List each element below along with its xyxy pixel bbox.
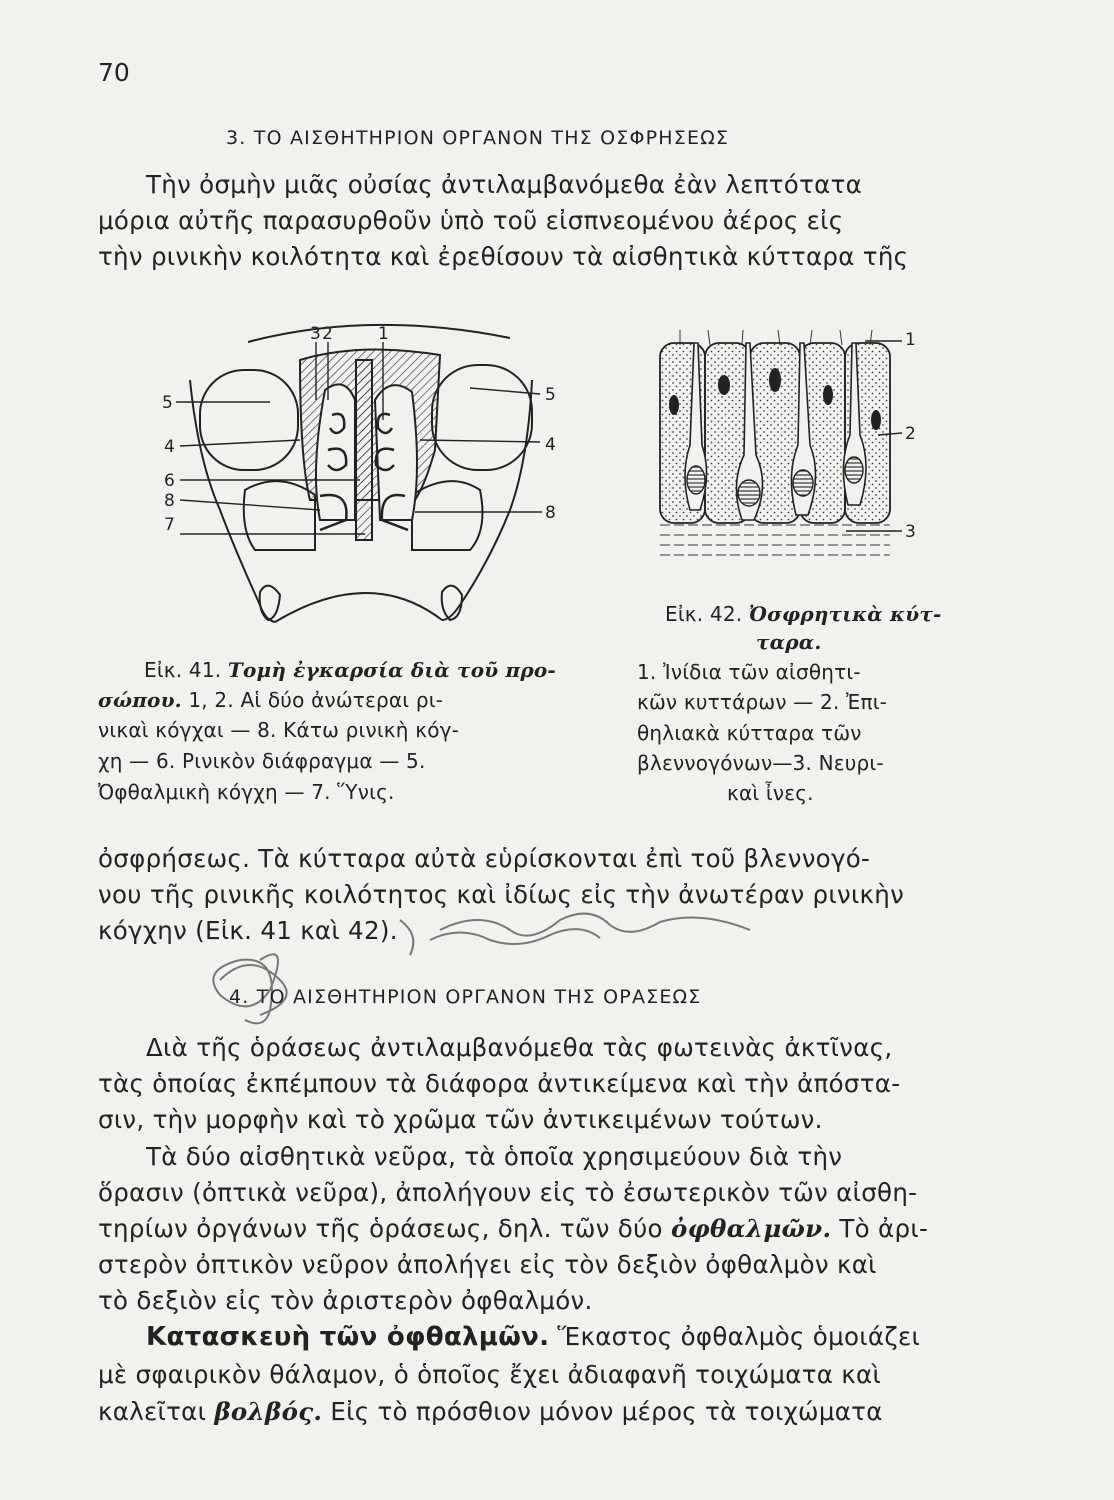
section-4-text-line: στερὸν ὀπτικὸν νεῦρον ἀπολήγει εἰς τὸν δεξιὸν ὀφθαλμὸν καὶ [98,1250,877,1279]
section-4-text-line: τηρίων ὀργάνων τῆς ὁράσεως, δηλ. τῶν δύο ὀφθαλμῶν. Τὸ ἀρι- [98,1214,929,1243]
section-3-text-line: μόρια αὐτῆς παρασυρθοῦν ὑπὸ τοῦ εἰσπνεομένου ἀέρος εἰς [98,206,844,235]
figure-42-caption-line: κῶν κυττάρων — 2. Ἐπι- [637,690,888,714]
figure-41-nasal-section-drawing [150,320,590,645]
section-4-text-line: ὅρασιν (ὀπτικὰ νεῦρα), ἀπολήγουν εἰς τὸ ἐσωτερικὸν τῶν αἰσθη- [98,1178,918,1207]
handwritten-scribble [160,900,760,1040]
figure-41-caption-line: χη — 6. Ρινικὸν διάφραγμα — 5. [98,749,426,773]
section-4-text-line: Κατασκευὴ τῶν ὀφθαλμῶν. Ἕκαστος ὀφθαλμὸς ὁμοιάζει [146,1322,921,1352]
figure-42-caption-line: θηλιακὰ κύτταρα τῶν [637,721,862,745]
fig42-label: 2 [905,424,916,444]
section-3-text-line: τὴν ρινικὴν κοιλότητα καὶ ἐρεθίσουν τὰ αἰσθητικὰ κύτταρα τῆς [98,242,909,271]
section-4-text-line: Τὰ δύο αἰσθητικὰ νεῦρα, τὰ ὁποῖα χρησιμεύουν διὰ τὴν [146,1142,843,1171]
fig41-label: 6 [164,471,175,491]
fig42-label: 1 [905,330,916,350]
fig41-label: 4 [164,437,175,457]
section-3-text-line: νου τῆς ρινικῆς κοιλότητος καὶ ἰδίως εἰς τὴν ἀνωτέραν ρινικὴν [98,880,905,909]
section-4-text-line: καλεῖται βολβός. Εἰς τὸ πρόσθιον μόνον μέρος τὰ τοιχώματα [98,1397,883,1426]
section-3-text-line: ὀσφρήσεως. Τὰ κύτταρα αὐτὰ εὑρίσκονται ἐπὶ τοῦ βλεννογό- [98,844,871,873]
fig41-label: 7 [164,515,175,535]
figure-42-caption-line: βλεννογόνων—3. Νευρι- [637,751,884,775]
figure-42-caption-line: ταρα. [756,630,822,654]
fig42-label: 3 [905,522,916,542]
page-number: 70 [98,58,130,87]
fig41-label: 5 [545,385,556,405]
figure-42-olfactory-cells-drawing [650,325,930,560]
section-3-text-line: Τὴν ὀσμὴν μιᾶς οὐσίας ἀντιλαμβανόμεθα ἐὰν λεπτότατα [146,170,863,199]
figure-41-caption-line: νικαὶ κόγχαι — 8. Κάτω ρινικὴ κόγ- [98,718,460,742]
section-4-text-line: τὸ δεξιὸν εἰς τὸν ἀριστερὸν ὀφθαλμόν. [98,1286,593,1315]
section-4-heading: 4. ΤΟ ΑΙΣΘΗΤΗΡΙΟΝ ΟΡΓΑΝΟΝ ΤΗΣ ΟΡΑΣΕΩΣ [229,986,702,1008]
fig41-label: 4 [545,435,556,455]
fig41-label: 5 [162,393,173,413]
fig41-label: 8 [545,503,556,523]
section-3-heading: 3. ΤΟ ΑΙΣΘΗΤΗΡΙΟΝ ΟΡΓΑΝΟΝ ΤΗΣ ΟΣΦΡΗΣΕΩΣ [226,127,730,149]
section-4-text-line: μὲ σφαιρικὸν θάλαμον, ὁ ὁποῖος ἔχει ἀδιαφανῆ τοιχώματα καὶ [98,1360,882,1389]
section-4-text-line: τὰς ὁποίας ἐκπέμπουν τὰ διάφορα ἀντικείμενα καὶ τὴν ἀπόστα- [98,1069,901,1098]
fig41-label: 2 [322,324,333,344]
figure-42-caption-line: καὶ ἶνες. [727,781,814,805]
figure-42-caption-line: Εἰκ. 42. Ὀσφρητικὰ κύτ- [665,602,942,626]
figure-41-caption-line: Εἰκ. 41. Τομὴ ἐγκαρσία διὰ τοῦ προ- [144,658,556,682]
figure-41-caption-line: σώπου. 1, 2. Αἱ δύο ἀνώτεραι ρι- [98,688,444,712]
section-3-text-line: κόγχην (Εἰκ. 41 καὶ 42). [98,916,398,945]
fig41-label: 1 [378,324,389,344]
figure-41-caption-line: Ὀφθαλμικὴ κόγχη — 7. Ὕνις. [98,780,395,804]
section-4-text-line: Διὰ τῆς ὁράσεως ἀντιλαμβανόμεθα τὰς φωτεινὰς ἀκτῖνας, [146,1033,893,1062]
fig41-label: 3 [310,324,321,344]
section-4-text-line: σιν, τὴν μορφὴν καὶ τὸ χρῶμα τῶν ἀντικειμένων τούτων. [98,1105,823,1134]
fig41-label: 8 [164,491,175,511]
figure-42-caption-line: 1. Ἰνίδια τῶν αἰσθητι- [637,660,861,684]
